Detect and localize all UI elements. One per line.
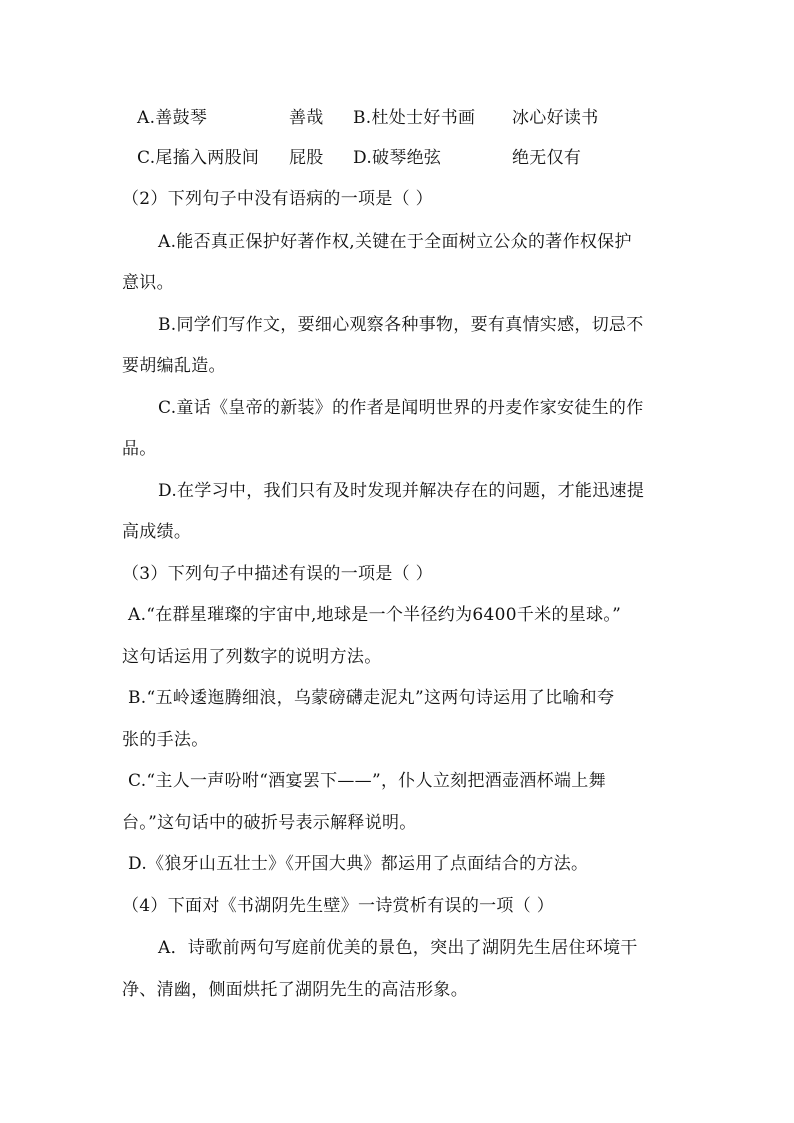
q1-option-a-label: A.善鼓琴 [137, 108, 208, 128]
q1-option-b-label: B.杜处士好书画 [353, 108, 476, 128]
q2-option-a-line2: 意识。 [122, 273, 174, 293]
q1-option-d-word: 绝无仅有 [512, 148, 582, 168]
q1-option-a-word: 善哉 [289, 108, 324, 128]
q4-stem: （4）下面对《书湖阴先生壁》一诗赏析有误的一项（ ） [122, 896, 555, 916]
q2-option-d-line1: D.在学习中，我们只有及时发现并解决存在的问题，才能迅速提 [158, 481, 645, 501]
q3-option-a-line2: 这句话运用了列数字的说明方法。 [122, 647, 382, 667]
q1-option-c-label: C.尾搐入两股间 [137, 148, 260, 168]
q3-option-b-line1: B.“五岭逶迤腾细浪，乌蒙磅礴走泥丸”这两句诗运用了比喻和夸 [128, 688, 615, 708]
q3-option-b-line2: 张的手法。 [122, 730, 209, 750]
q1-option-c-word: 屁股 [289, 148, 324, 168]
q4-option-a-line1: A．诗歌前两句写庭前优美的景色，突出了湖阴先生居住环境干 [158, 938, 638, 958]
q4-option-a-line2: 净、清幽，侧面烘托了湖阴先生的高洁形象。 [122, 980, 468, 1000]
q2-option-a-line1: A.能否真正保护好著作权,关键在于全面树立公众的著作权保护 [158, 232, 632, 252]
q3-option-a-line1: A.“在群星璀璨的宇宙中,地球是一个半径约为6400千米的星球。” [128, 605, 622, 625]
q2-option-b-line1: B.同学们写作文，要细心观察各种事物，要有真情实感，切忌不 [158, 315, 644, 335]
q3-option-c-line1: C.“主人一声吩咐“酒宴罢下——”，仆人立刻把酒壶酒杯端上舞 [128, 771, 606, 791]
q2-option-c-line2: 品。 [122, 439, 157, 459]
q3-stem: （3）下列句子中描述有误的一项是（ ） [122, 564, 433, 584]
q1-option-b-word: 冰心好读书 [512, 108, 599, 128]
q3-option-d-line1: D.《狼牙山五壮士》《开国大典》都运用了点面结合的方法。 [128, 854, 589, 874]
q2-option-d-line2: 高成绩。 [122, 522, 192, 542]
q2-option-b-line2: 要胡编乱造。 [122, 356, 226, 376]
q2-stem: （2）下列句子中没有语病的一项是（ ） [122, 189, 433, 209]
q2-option-c-line1: C.童话《皇帝的新装》的作者是闻明世界的丹麦作家安徒生的作 [158, 398, 644, 418]
q3-option-c-line2: 台。”这句话中的破折号表示解释说明。 [122, 813, 417, 833]
q1-option-d-label: D.破琴绝弦 [353, 148, 442, 168]
